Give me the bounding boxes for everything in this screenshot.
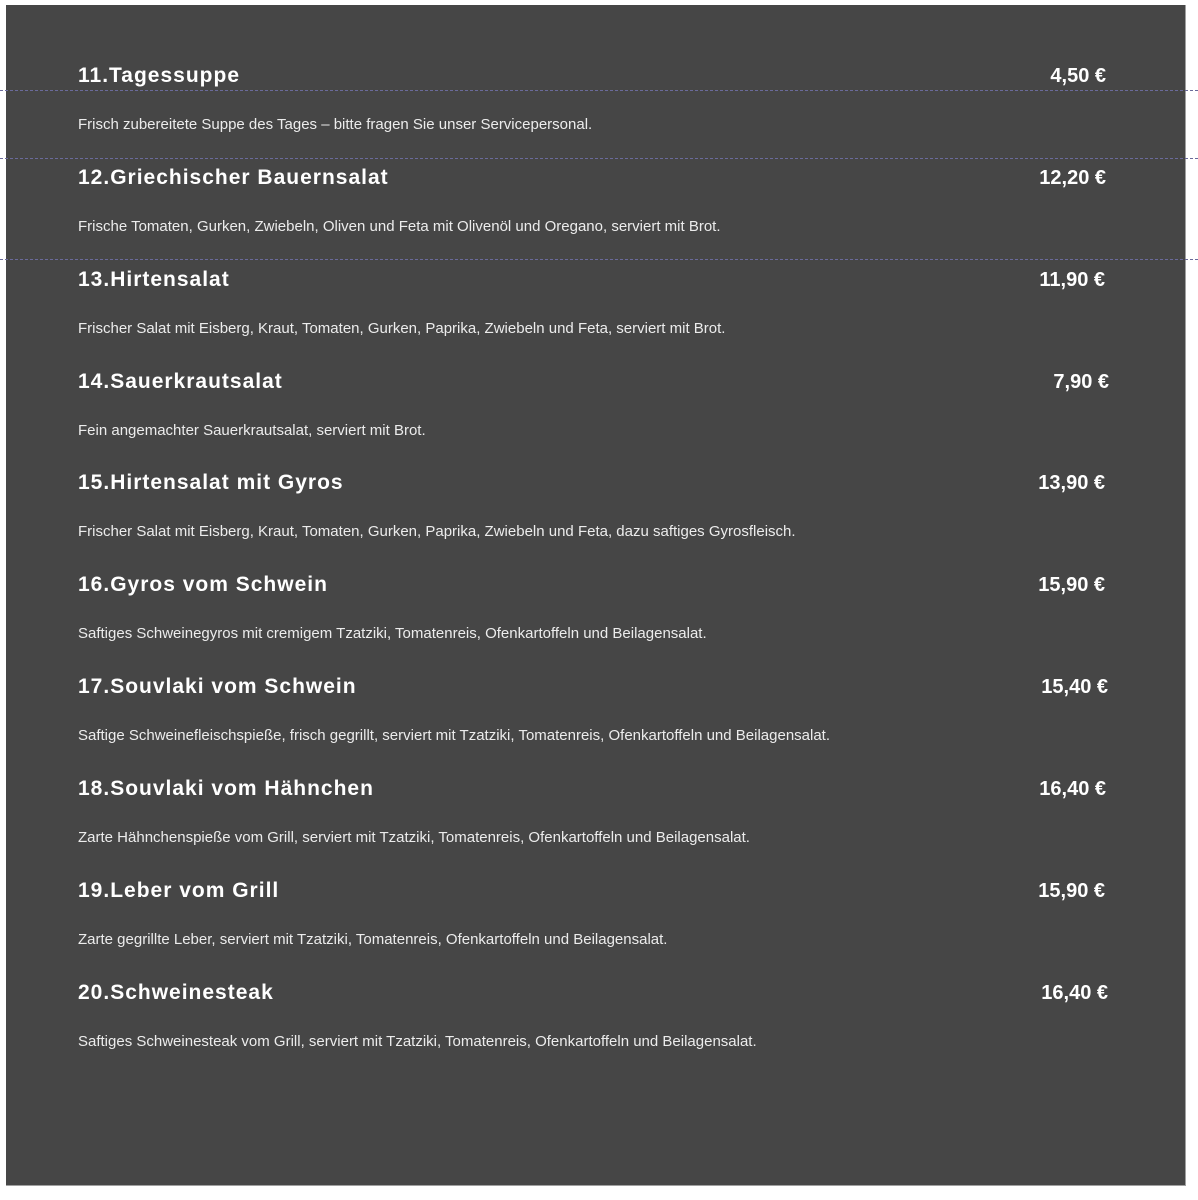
guide-line bbox=[0, 259, 1198, 260]
menu-item-price: 13,90 € bbox=[1038, 472, 1105, 494]
menu-item-title: 15.Hirtensalat mit Gyros bbox=[78, 471, 344, 494]
menu-item-price: 16,40 € bbox=[1041, 982, 1108, 1004]
menu-item-description: Zarte Hähnchenspieße vom Grill, serviert mit Tzatziki, Tomatenreis, Ofenkartoffeln und Beilagensalat. bbox=[78, 829, 750, 846]
menu-item-price: 12,20 € bbox=[1039, 167, 1106, 189]
menu-item-description: Frisch zubereitete Suppe des Tages – bitte fragen Sie unser Servicepersonal. bbox=[78, 116, 593, 133]
menu-item-description: Fein angemachter Sauerkrautsalat, serviert mit Brot. bbox=[78, 422, 426, 439]
menu-item-price: 15,40 € bbox=[1041, 676, 1108, 698]
menu-panel bbox=[6, 5, 1186, 1186]
menu-item-title: 13.Hirtensalat bbox=[78, 268, 230, 291]
menu-item-title: 18.Souvlaki vom Hähnchen bbox=[78, 777, 374, 800]
menu-item-price: 15,90 € bbox=[1038, 880, 1105, 902]
menu-item-price: 16,40 € bbox=[1039, 778, 1106, 800]
menu-item-price: 11,90 € bbox=[1039, 269, 1105, 291]
menu-item-description: Saftiges Schweinesteak vom Grill, serviert mit Tzatziki, Tomatenreis, Ofenkartoffeln und Beilagensalat. bbox=[78, 1033, 757, 1050]
menu-item-title: 19.Leber vom Grill bbox=[78, 879, 280, 902]
menu-item-title: 17.Souvlaki vom Schwein bbox=[78, 675, 357, 698]
menu-item-price: 7,90 € bbox=[1053, 371, 1109, 393]
guide-line bbox=[0, 158, 1198, 159]
menu-item-description: Zarte gegrillte Leber, serviert mit Tzatziki, Tomatenreis, Ofenkartoffeln und Beilagensalat. bbox=[78, 931, 668, 948]
menu-item-price: 4,50 € bbox=[1050, 65, 1106, 87]
menu-item-description: Frischer Salat mit Eisberg, Kraut, Tomaten, Gurken, Paprika, Zwiebeln und Feta, serviert mit Brot. bbox=[78, 320, 726, 337]
guide-line bbox=[0, 90, 1198, 91]
menu-item-description: Saftige Schweinefleischspieße, frisch gegrillt, serviert mit Tzatziki, Tomatenreis, Ofenkartoffeln und Beilagensalat. bbox=[78, 727, 831, 744]
menu-item-price: 15,90 € bbox=[1038, 574, 1105, 596]
menu-item-title: 12.Griechischer Bauernsalat bbox=[78, 166, 389, 189]
menu-item-title: 14.Sauerkrautsalat bbox=[78, 370, 283, 393]
menu-item-description: Saftiges Schweinegyros mit cremigem Tzatziki, Tomatenreis, Ofenkartoffeln und Beilagensalat. bbox=[78, 625, 707, 642]
menu-item-description: Frische Tomaten, Gurken, Zwiebeln, Oliven und Feta mit Olivenöl und Oregano, serviert mit Brot. bbox=[78, 218, 721, 235]
menu-item-title: 11.Tagessuppe bbox=[78, 64, 241, 87]
menu-item-title: 20.Schweinesteak bbox=[78, 981, 274, 1004]
menu-item-title: 16.Gyros vom Schwein bbox=[78, 573, 328, 596]
menu-item-description: Frischer Salat mit Eisberg, Kraut, Tomaten, Gurken, Paprika, Zwiebeln und Feta, dazu saftiges Gyrosfleisch. bbox=[78, 523, 796, 540]
